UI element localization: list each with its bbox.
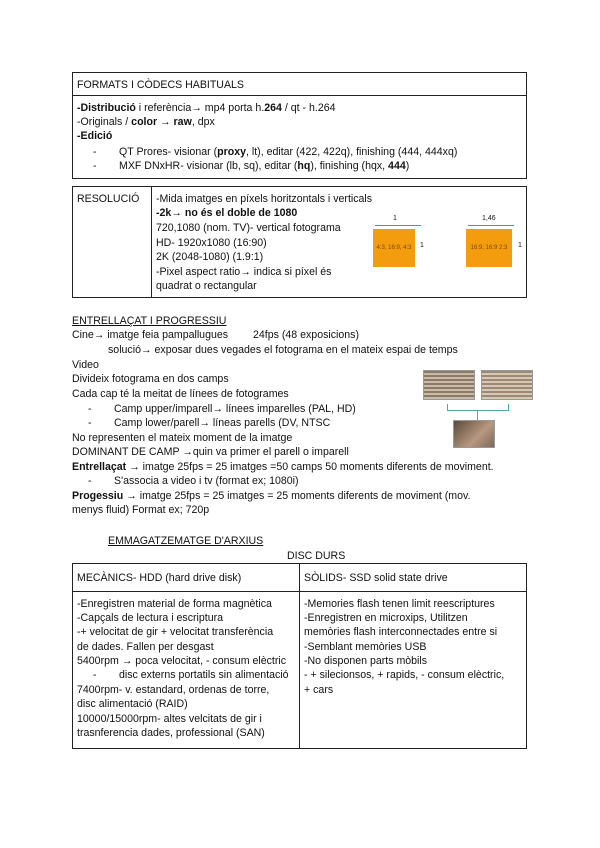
entrellacat-norep: No representen el mateix moment de la imatge bbox=[72, 432, 293, 444]
hdd-line-5: 5400rpm → poca velocitat, - consum elèctric bbox=[77, 655, 287, 667]
pixel-diagram-rect bbox=[466, 215, 526, 279]
formats-line-originals: -Originals / color → raw, dpx bbox=[77, 116, 215, 128]
diagram1-square: 4:3, 16:9, 4:3 bbox=[373, 229, 415, 267]
entrellacat-progressiu: Progessiu → imatge 25fps = 25 imatges = 25 moments diferents de moviment (mov. bbox=[72, 490, 471, 502]
disc-table bbox=[72, 563, 527, 749]
hdd-line-7: 7400rpm- v. estandard, ordenas de torre, bbox=[77, 684, 270, 696]
entrellacat-divideix: Divideix fotograma en dos camps bbox=[72, 373, 229, 385]
formats-line-edicio: -Edició bbox=[77, 130, 113, 142]
entrellacat-cada: Cada cap té la meitat de línees de fotogrames bbox=[72, 388, 289, 400]
formats-heading-box bbox=[72, 72, 527, 96]
hdd-line-6: - disc externs portatils sin alimentació bbox=[93, 669, 289, 681]
resolucio-divider bbox=[151, 187, 152, 297]
interlace-illustration bbox=[423, 370, 533, 450]
resolucio-label: RESOLUCIÓ bbox=[77, 193, 140, 205]
resolucio-line-2: -2k→ no és el doble de 1080 bbox=[156, 207, 298, 219]
entrellacat-assoc: - S'associa a video i tv (format ex; 1080i) bbox=[88, 475, 299, 487]
resolucio-box bbox=[72, 186, 527, 298]
ssd-line-6: - + silecionsos, + rapids, - consum elèctric, bbox=[304, 669, 505, 681]
hdd-line-8: disc alimentació (RAID) bbox=[77, 698, 188, 710]
emmag-heading: EMMAGATZEMATGE D'ARXIUS bbox=[108, 535, 264, 547]
ssd-column-header: SÒLIDS- SSD solid state drive bbox=[304, 572, 448, 584]
diagram1-side-label: 1 bbox=[420, 242, 424, 249]
hdd-line-9: 10000/15000rpm- altes velcitats de gir i bbox=[77, 713, 262, 725]
emmag-subheading: DISC DURS bbox=[287, 550, 346, 562]
hdd-line-3: -+ velocitat de gir + velocitat transferència bbox=[77, 626, 274, 638]
resolucio-line-5: 2K (2048-1080) (1.9:1) bbox=[156, 251, 264, 263]
pixel-diagram-square bbox=[373, 215, 424, 279]
formats-heading: FORMATS I CÒDECS HABITUALS bbox=[77, 79, 244, 91]
entrellacat-dominant: DOMINANT DE CAMP →quin va primer el parell o imparell bbox=[72, 446, 349, 458]
formats-line-prores: - QT Prores- visionar (proxy, lt), editar (422, 422q), finishing (444, 444xq) bbox=[93, 146, 458, 158]
entrellacat-camp1: - Camp upper/imparell→ línees imparelles (PAL, HD) bbox=[88, 403, 356, 415]
entrellacat-solucio: solució→ exposar dues vegades el fotograma en el mateix espai de temps bbox=[108, 344, 458, 356]
entrellacat-video: Video bbox=[72, 359, 99, 371]
ssd-line-5: -No disponen parts mòbils bbox=[304, 655, 428, 667]
formats-content-box bbox=[72, 95, 527, 179]
resolucio-line-3: 720,1080 (nom. TV)- vertical fotograma bbox=[156, 222, 341, 234]
formats-line-dnxhr: - MXF DNxHR- visionar (lb, sq), editar (hq), finishing (hqx, 444) bbox=[93, 160, 410, 172]
entrellacat-fps: 24fps (48 exposicions) bbox=[253, 329, 359, 341]
entrellacat-camp2: - Camp lower/parell→ líneas parells (DV, NTSC bbox=[88, 417, 331, 429]
diagram2-top-line bbox=[468, 225, 514, 226]
entrellacat-heading: ENTRELLAÇAT I PROGRESSIU bbox=[72, 315, 227, 327]
diagram1-top-line bbox=[375, 225, 421, 226]
interlace-frame-1 bbox=[423, 370, 475, 400]
resolucio-line-1: -Mida imatges en píxels horitzontals i verticals bbox=[156, 193, 373, 205]
diagram2-side-label: 1 bbox=[518, 242, 522, 249]
interlace-frame-2 bbox=[481, 370, 533, 400]
formats-line-distribucio: -Distribució i referència→ mp4 porta h.264 / qt - h.264 bbox=[77, 102, 336, 114]
diagram2-rect: 16:9, 16:9 2:3 bbox=[466, 229, 512, 267]
diagram2-top-label: 1,46 bbox=[482, 215, 496, 222]
ssd-line-1: -Memories flash tenen limit reescriptures bbox=[304, 598, 495, 610]
hdd-line-2: -Capçals de lectura i escriptura bbox=[77, 612, 224, 624]
disc-table-row-divider bbox=[73, 591, 526, 592]
ssd-line-2: -Enregistren en microxips, Utilitzen bbox=[304, 612, 468, 624]
interlace-connector bbox=[447, 404, 509, 411]
resolucio-line-7: quadrat o rectangular bbox=[156, 280, 257, 292]
hdd-column-header: MECÀNICS- HDD (hard drive disk) bbox=[77, 572, 242, 584]
interlace-connector-stem bbox=[477, 410, 478, 420]
resolucio-line-4: HD- 1920x1080 (16:90) bbox=[156, 237, 267, 249]
ssd-line-7: + cars bbox=[304, 684, 334, 696]
resolucio-line-6: -Pixel aspect ratio→ indica si píxel és bbox=[156, 266, 332, 278]
entrellacat-cine: Cine→ imatge feia pampallugues bbox=[72, 329, 229, 341]
hdd-line-1: -Enregistren material de forma magnètica bbox=[77, 598, 272, 610]
diagram1-top-label: 1 bbox=[393, 215, 397, 222]
ssd-line-3: memòries flash interconnectades entre si bbox=[304, 626, 498, 638]
hdd-line-10: trasnferencia dades, professional (SAN) bbox=[77, 727, 265, 739]
entrellacat-progressiu-2: menys fluid) Format ex; 720p bbox=[72, 504, 210, 516]
interlace-result-frame bbox=[453, 420, 495, 448]
ssd-line-4: -Semblant memòries USB bbox=[304, 641, 427, 653]
hdd-line-4: de dades. Fallen per desgast bbox=[77, 641, 214, 653]
entrellacat-entrellacat: Entrellaçat → imatge 25fps = 25 imatges =50 camps 50 moments diferents de moviment. bbox=[72, 461, 494, 473]
